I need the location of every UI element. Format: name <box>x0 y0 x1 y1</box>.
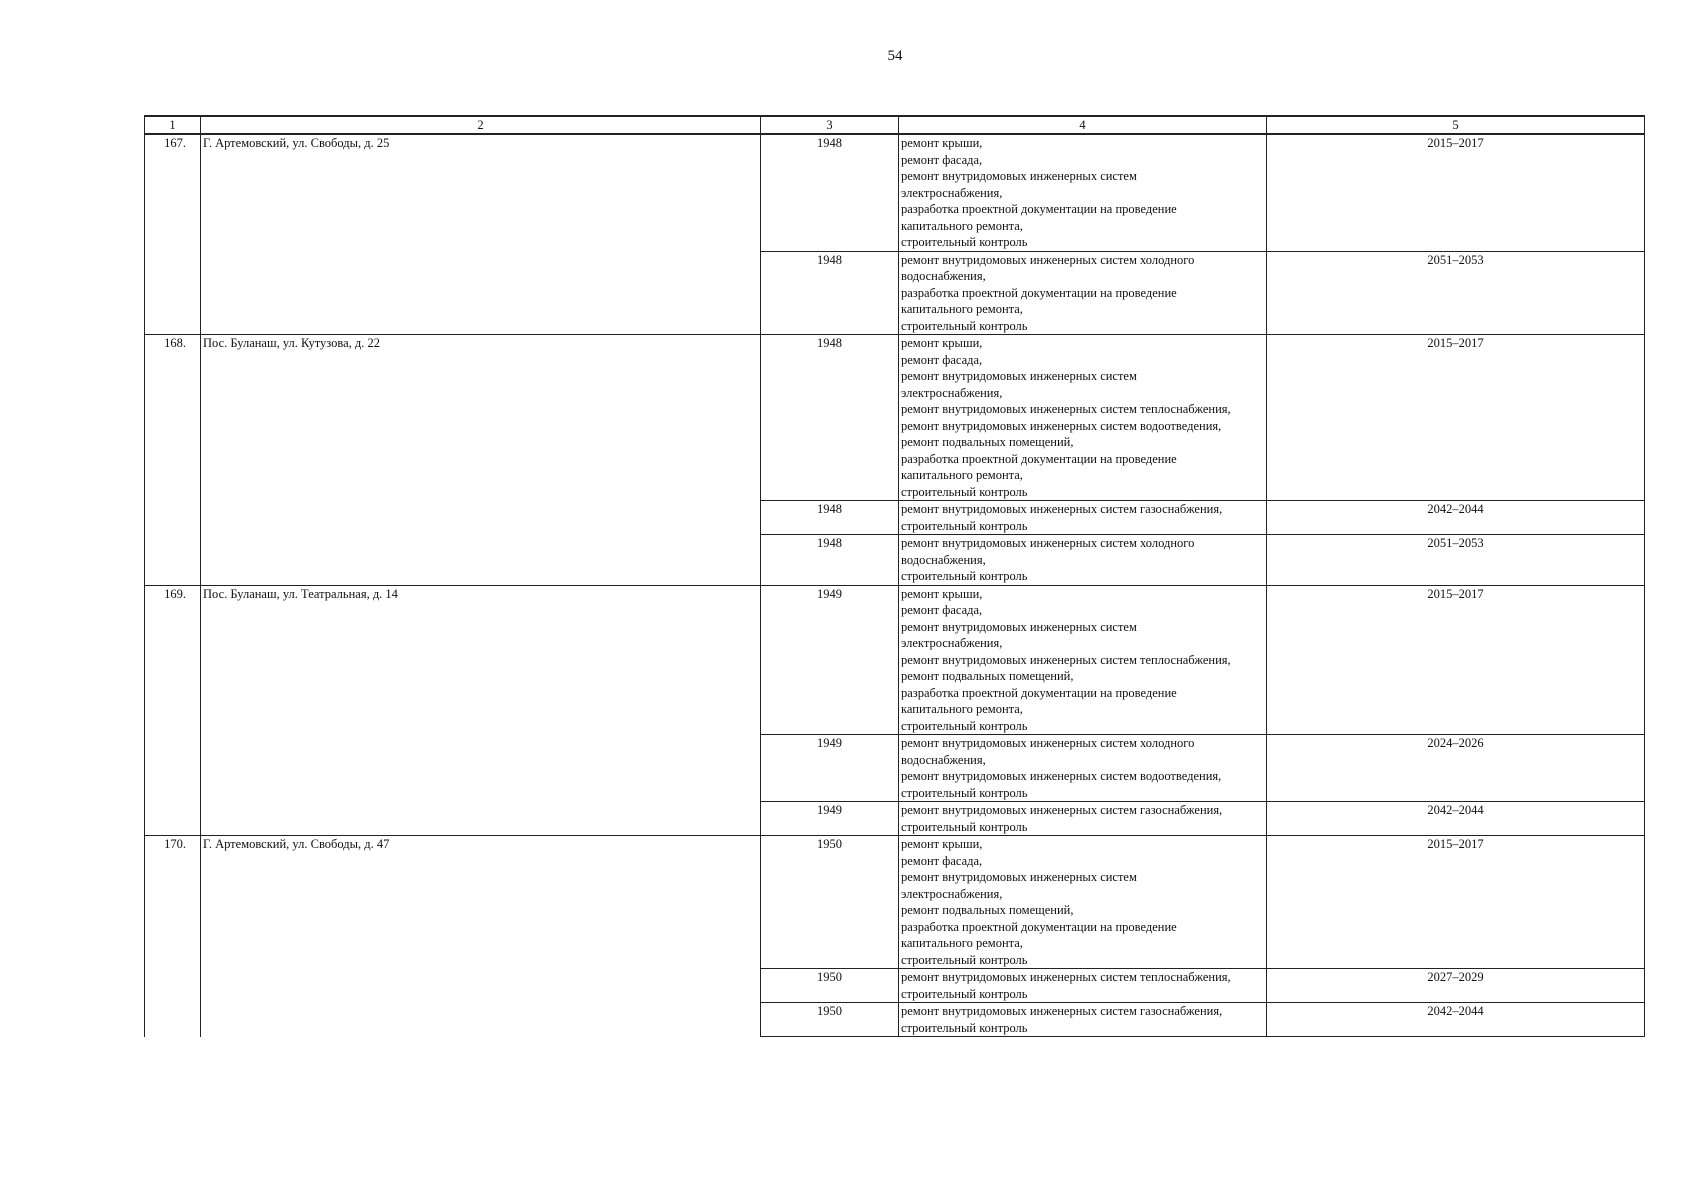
work-item: ремонт внутридомовых инженерных систем <box>901 619 1137 634</box>
column-header-1: 1 <box>145 116 201 134</box>
work-item: ремонт внутридомовых инженерных систем водоотведения, <box>901 769 1222 783</box>
work-item: капитального ремонта, <box>901 218 1023 233</box>
entry-number <box>145 1003 201 1037</box>
build-year: 1950 <box>761 1003 899 1037</box>
repair-works <box>899 1003 1267 1037</box>
work-item: ремонт внутридомовых инженерных систем <box>901 369 1137 383</box>
repair-works <box>899 134 1267 251</box>
table-row <box>145 134 1645 251</box>
build-year: 1949 <box>761 585 899 735</box>
work-item: ремонт внутридомовых инженерных систем газоснабжения, <box>901 1004 1223 1018</box>
work-item: ремонт подвальных помещений, <box>901 669 1074 683</box>
work-item: строительный контроль <box>901 518 1028 533</box>
entry-number <box>145 735 201 802</box>
table-header <box>145 116 1645 134</box>
column-header-2: 2 <box>201 116 761 134</box>
entry-address: Г. Артемовский, ул. Свободы, д. 47 <box>201 836 761 969</box>
work-item: ремонт внутридомовых инженерных систем теплоснабжения, <box>901 970 1231 984</box>
repair-period: 2042–2044 <box>1267 501 1645 535</box>
build-year: 1948 <box>761 134 899 251</box>
entry-address <box>201 969 761 1003</box>
work-item: разработка проектной документации на проведение <box>901 285 1177 300</box>
work-item: электроснабжения, <box>901 385 1003 400</box>
work-item: ремонт подвальных помещений, <box>901 903 1074 917</box>
work-item: строительный контроль <box>901 569 1028 583</box>
repair-works <box>899 836 1267 969</box>
repair-period: 2015–2017 <box>1267 134 1645 251</box>
work-item: ремонт крыши, <box>901 586 983 601</box>
repair-works <box>899 735 1267 802</box>
work-item: ремонт фасада, <box>901 603 983 617</box>
work-item: строительный контроль <box>901 785 1028 800</box>
work-item: строительный контроль <box>901 318 1028 333</box>
work-item: разработка проектной документации на проведение <box>901 685 1177 700</box>
table-row <box>145 335 1645 501</box>
entry-number: 167. <box>145 134 201 251</box>
repair-period: 2015–2017 <box>1267 836 1645 969</box>
repair-period: 2027–2029 <box>1267 969 1645 1003</box>
table-row <box>145 251 1645 335</box>
entry-address: Г. Артемовский, ул. Свободы, д. 25 <box>201 134 761 251</box>
work-item: ремонт внутридомовых инженерных систем газоснабжения, <box>901 803 1223 817</box>
repair-works <box>899 501 1267 535</box>
work-item: ремонт крыши, <box>901 336 983 350</box>
repair-period: 2042–2044 <box>1267 802 1645 836</box>
entry-number: 169. <box>145 585 201 735</box>
build-year: 1948 <box>761 335 899 501</box>
table-row <box>145 501 1645 535</box>
work-item: ремонт внутридомовых инженерных систем водоотведения, <box>901 418 1222 433</box>
repair-works <box>899 535 1267 586</box>
work-item: строительный контроль <box>901 718 1028 733</box>
work-item: ремонт внутридомовых инженерных систем <box>901 870 1137 884</box>
work-item: капитального ремонта, <box>901 468 1023 482</box>
repair-works <box>899 335 1267 501</box>
entry-address <box>201 802 761 836</box>
work-item: ремонт фасада, <box>901 152 983 167</box>
work-item: ремонт крыши, <box>901 837 983 851</box>
work-item: ремонт внутридомовых инженерных систем газоснабжения, <box>901 502 1223 516</box>
entry-address <box>201 1003 761 1037</box>
work-item: разработка проектной документации на проведение <box>901 919 1177 934</box>
work-item: ремонт внутридомовых инженерных систем холодного <box>901 736 1195 750</box>
work-item: электроснабжения, <box>901 636 1003 650</box>
table-body <box>145 134 1645 1037</box>
repair-period: 2024–2026 <box>1267 735 1645 802</box>
work-item: капитального ремонта, <box>901 302 1023 316</box>
entry-number <box>145 535 201 586</box>
entry-address: Пос. Буланаш, ул. Кутузова, д. 22 <box>201 335 761 501</box>
entry-address <box>201 735 761 802</box>
work-item: ремонт внутридомовых инженерных систем теплоснабжения, <box>901 652 1231 667</box>
column-header-5: 5 <box>1267 116 1645 134</box>
work-item: строительный контроль <box>901 819 1028 834</box>
work-item: электроснабжения, <box>901 886 1003 901</box>
table-row <box>145 836 1645 969</box>
work-item: ремонт крыши, <box>901 136 983 150</box>
build-year: 1948 <box>761 251 899 335</box>
work-item: ремонт внутридомовых инженерных систем холодного <box>901 252 1195 267</box>
column-header-3: 3 <box>761 116 899 134</box>
build-year: 1950 <box>761 836 899 969</box>
build-year: 1950 <box>761 969 899 1003</box>
entry-address <box>201 535 761 586</box>
work-item: капитального ремонта, <box>901 702 1023 716</box>
work-item: ремонт внутридомовых инженерных систем <box>901 169 1137 183</box>
work-item: водоснабжения, <box>901 269 986 283</box>
table-row <box>145 585 1645 735</box>
work-item: капитального ремонта, <box>901 936 1023 950</box>
work-item: строительный контроль <box>901 952 1028 967</box>
build-year: 1948 <box>761 535 899 586</box>
work-item: ремонт внутридомовых инженерных систем теплоснабжения, <box>901 402 1231 416</box>
entry-address: Пос. Буланаш, ул. Театральная, д. 14 <box>201 585 761 735</box>
repair-works <box>899 802 1267 836</box>
repair-works <box>899 251 1267 335</box>
work-item: строительный контроль <box>901 235 1028 249</box>
repair-period: 2051–2053 <box>1267 535 1645 586</box>
work-item: разработка проектной документации на проведение <box>901 202 1177 216</box>
repair-works <box>899 969 1267 1003</box>
repair-period: 2015–2017 <box>1267 585 1645 735</box>
work-item: электроснабжения, <box>901 185 1003 200</box>
work-item: водоснабжения, <box>901 752 986 767</box>
entry-address <box>201 501 761 535</box>
work-item: строительный контроль <box>901 484 1028 499</box>
table-row <box>145 535 1645 586</box>
entry-number <box>145 969 201 1003</box>
table-row <box>145 1003 1645 1037</box>
repair-schedule-table <box>144 115 1645 1037</box>
repair-period: 2051–2053 <box>1267 251 1645 335</box>
table-row <box>145 802 1645 836</box>
entry-address <box>201 251 761 335</box>
build-year: 1948 <box>761 501 899 535</box>
entry-number <box>145 501 201 535</box>
entry-number: 168. <box>145 335 201 501</box>
table-row <box>145 969 1645 1003</box>
repair-period: 2042–2044 <box>1267 1003 1645 1037</box>
work-item: строительный контроль <box>901 986 1028 1001</box>
work-item: ремонт фасада, <box>901 853 983 868</box>
entry-number <box>145 802 201 836</box>
column-header-4: 4 <box>899 116 1267 134</box>
work-item: ремонт подвальных помещений, <box>901 435 1074 449</box>
work-item: строительный контроль <box>901 1020 1028 1035</box>
build-year: 1949 <box>761 802 899 836</box>
work-item: ремонт фасада, <box>901 352 983 367</box>
entry-number: 170. <box>145 836 201 969</box>
work-item: ремонт внутридомовых инженерных систем холодного <box>901 536 1195 550</box>
repair-works <box>899 585 1267 735</box>
entry-number <box>145 251 201 335</box>
table-row <box>145 735 1645 802</box>
build-year: 1949 <box>761 735 899 802</box>
work-item: водоснабжения, <box>901 552 986 567</box>
repair-period: 2015–2017 <box>1267 335 1645 501</box>
page-number: 54 <box>887 48 903 64</box>
work-item: разработка проектной документации на проведение <box>901 451 1177 466</box>
